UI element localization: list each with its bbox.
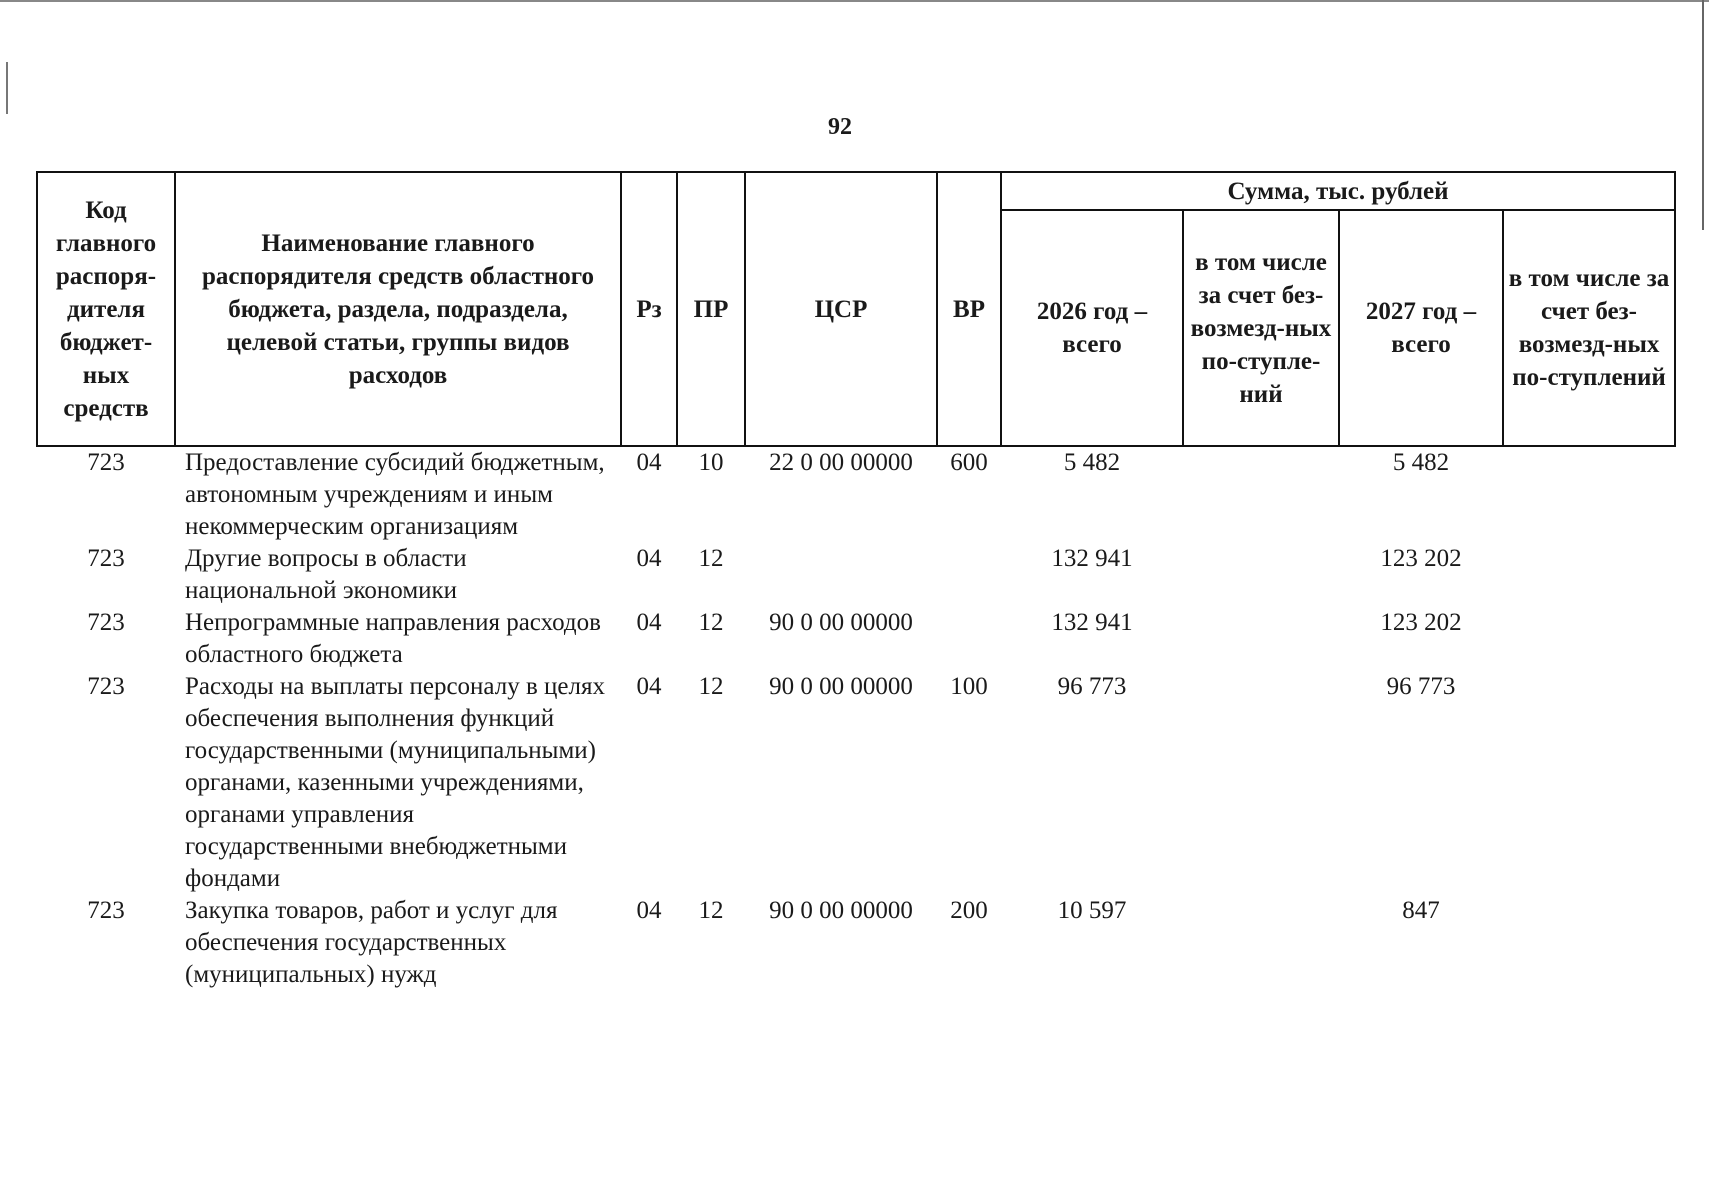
cell-name: Предоставление субсидий бюджетным, автономным учреждениям и иным некоммерческим организациям — [185, 449, 605, 540]
cell-2027-free — [1503, 607, 1675, 671]
cell-pr: 12 — [698, 897, 724, 924]
cell-vr: 600 — [950, 449, 988, 476]
cell-2026-total: 10 597 — [1057, 897, 1127, 924]
cell-2027-total: 847 — [1402, 897, 1440, 924]
cell-code: 723 — [87, 673, 125, 700]
cell-pr: 10 — [698, 449, 724, 476]
header-2026-total: 2026 год – всего — [1001, 210, 1183, 446]
scan-edge-top — [0, 0, 1709, 2]
header-sum: Сумма, тыс. рублей — [1001, 172, 1675, 210]
cell-name: Закупка товаров, работ и услуг для обеспечения государственных (муниципальных) нужд — [185, 897, 558, 988]
cell-csr: 90 0 00 00000 — [769, 897, 913, 924]
cell-rz: 04 — [636, 897, 662, 924]
cell-2026-total: 132 941 — [1051, 545, 1133, 572]
cell-2026-free — [1183, 895, 1339, 991]
cell-2026-free — [1183, 446, 1339, 543]
cell-2026-total: 96 773 — [1057, 673, 1127, 700]
header-2027-free: в том числе за счет без-возмезд-ных по-ступлений — [1503, 210, 1675, 446]
cell-code: 723 — [87, 449, 125, 476]
header-csr: ЦСР — [745, 172, 937, 446]
cell-2026-total: 5 482 — [1063, 449, 1121, 476]
header-code: Код главного распоря-дителя бюджет-ных средств — [37, 172, 175, 446]
cell-rz: 04 — [636, 609, 662, 636]
cell-vr — [937, 543, 1001, 607]
cell-2027-free — [1503, 446, 1675, 543]
cell-2027-total: 5 482 — [1392, 449, 1450, 476]
cell-vr — [937, 607, 1001, 671]
cell-2027-free — [1503, 543, 1675, 607]
cell-2027-total: 123 202 — [1380, 545, 1462, 572]
cell-rz: 04 — [636, 545, 662, 572]
scan-edge-right — [1702, 0, 1704, 230]
cell-pr: 12 — [698, 673, 724, 700]
cell-2026-total: 132 941 — [1051, 609, 1133, 636]
header-2026-free: в том числе за счет без-возмезд-ных по-ступле-ний — [1183, 210, 1339, 446]
cell-2027-total: 123 202 — [1380, 609, 1462, 636]
header-row-1 — [37, 172, 1675, 210]
cell-csr — [745, 543, 937, 607]
cell-2026-free — [1183, 607, 1339, 671]
table-row — [37, 446, 1675, 543]
cell-csr: 90 0 00 00000 — [769, 609, 913, 636]
header-vr: ВР — [937, 172, 1001, 446]
cell-pr: 12 — [698, 545, 724, 572]
header-pr: ПР — [677, 172, 745, 446]
header-2027-total: 2027 год – всего — [1339, 210, 1503, 446]
table-row — [37, 895, 1675, 991]
budget-table — [36, 171, 1676, 991]
cell-name: Расходы на выплаты персоналу в целях обеспечения выполнения функций государственными (муниципальными) органами, казенными учреждениями, органами управления государственными внебюджетными фондами — [185, 673, 605, 892]
cell-code: 723 — [87, 545, 125, 572]
header-rz: Рз — [621, 172, 677, 446]
table-row — [37, 671, 1675, 895]
cell-rz: 04 — [636, 673, 662, 700]
cell-name: Другие вопросы в области национальной экономики — [185, 545, 467, 604]
cell-csr: 90 0 00 00000 — [769, 673, 913, 700]
table-row — [37, 543, 1675, 607]
cell-vr: 100 — [950, 673, 988, 700]
cell-code: 723 — [87, 609, 125, 636]
header-name: Наименование главного распорядителя средств областного бюджета, раздела, подраздела, целевой статьи, группы видов расходов — [175, 172, 621, 446]
cell-rz: 04 — [636, 449, 662, 476]
scan-mark-left — [6, 62, 8, 114]
cell-2027-free — [1503, 895, 1675, 991]
cell-2027-total: 96 773 — [1386, 673, 1456, 700]
cell-csr: 22 0 00 00000 — [769, 449, 913, 476]
cell-vr: 200 — [950, 897, 988, 924]
cell-2026-free — [1183, 671, 1339, 895]
cell-2027-free — [1503, 671, 1675, 895]
cell-2026-free — [1183, 543, 1339, 607]
cell-pr: 12 — [698, 609, 724, 636]
budget-table-container — [36, 171, 1674, 991]
page-number: 92 — [828, 114, 852, 140]
table-row — [37, 607, 1675, 671]
cell-name: Непрограммные направления расходов областного бюджета — [185, 609, 601, 668]
cell-code: 723 — [87, 897, 125, 924]
